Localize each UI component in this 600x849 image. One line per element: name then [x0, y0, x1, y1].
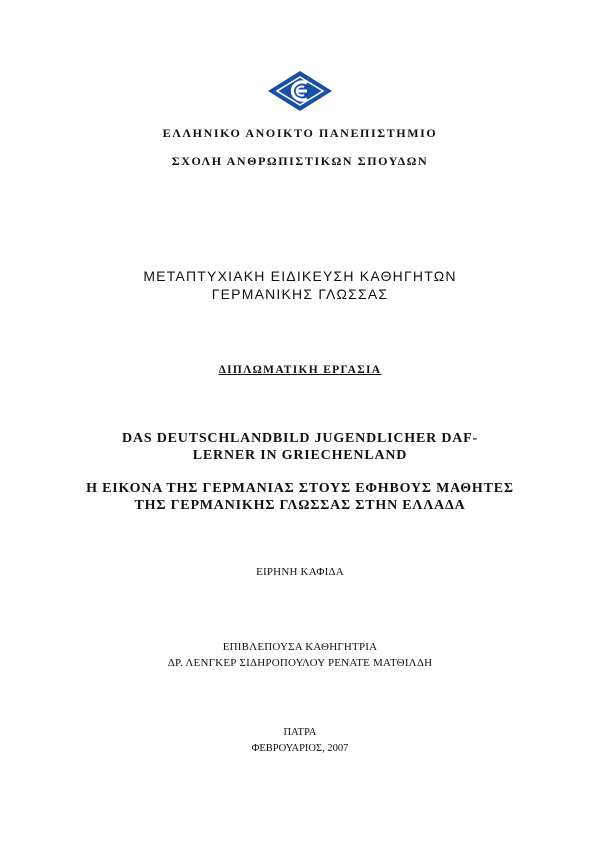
thesis-title-german-line1: DAS DEUTSCHLANDBILD JUGENDLICHER DAF-: [122, 431, 478, 446]
author-name: ΕΙΡΗΝΗ ΚΑΦΙΔΑ: [256, 566, 344, 578]
university-name: ΕΛΛΗΝΙΚΟ ΑΝΟΙΚΤΟ ΠΑΝΕΠΙΣΤΗΜΙΟ: [162, 126, 438, 140]
document-type: ΔΙΠΛΩΜΑΤΙΚΗ ΕΡΓΑΣΙΑ: [218, 364, 382, 376]
thesis-title-german-line2: LERNER IN GRIECHENLAND: [192, 448, 408, 463]
supervisor-label: ΕΠΙΒΛΕΠΟΥΣΑ ΚΑΘΗΓΗΤΡΙΑ: [222, 641, 378, 653]
city: ΠΑΤΡΑ: [283, 727, 317, 738]
submission-date: ΦΕΒΡΟΥΑΡΙΟΣ, 2007: [251, 743, 349, 754]
school-name: ΣΧΟΛΗ ΑΝΘΡΩΠΙΣΤΙΚΩΝ ΣΠΟΥΔΩΝ: [171, 154, 429, 168]
supervisor-name: ΔΡ. ΛΕΝΓΚΕΡ ΣΙΔΗΡΟΠΟΥΛΟΥ ΡΕΝΑΤΕ ΜΑΤΘΙΛΔΗ: [167, 657, 433, 669]
thesis-title-greek-line2: ΤΗΣ ΓΕΡΜΑΝΙΚΗΣ ΓΛΩΣΣΑΣ ΣΤΗΝ ΕΛΛΑΔΑ: [134, 498, 466, 513]
program-title-line2: ΓΕΡΜΑΝΙΚΗΣ ΓΛΩΣΣΑΣ: [211, 286, 389, 302]
thesis-title-greek-line1: Η ΕΙΚΟΝΑ ΤΗΣ ΓΕΡΜΑΝΙΑΣ ΣΤΟΥΣ ΕΦΗΒΟΥΣ ΜΑΘΗΤΕΣ: [86, 481, 514, 496]
university-logo-icon: [267, 70, 333, 112]
program-title-line1: ΜΕΤΑΠΤΥΧΙΑΚΗ ΕΙΔΙΚΕΥΣΗ ΚΑΘΗΓΗΤΩΝ: [143, 268, 457, 284]
